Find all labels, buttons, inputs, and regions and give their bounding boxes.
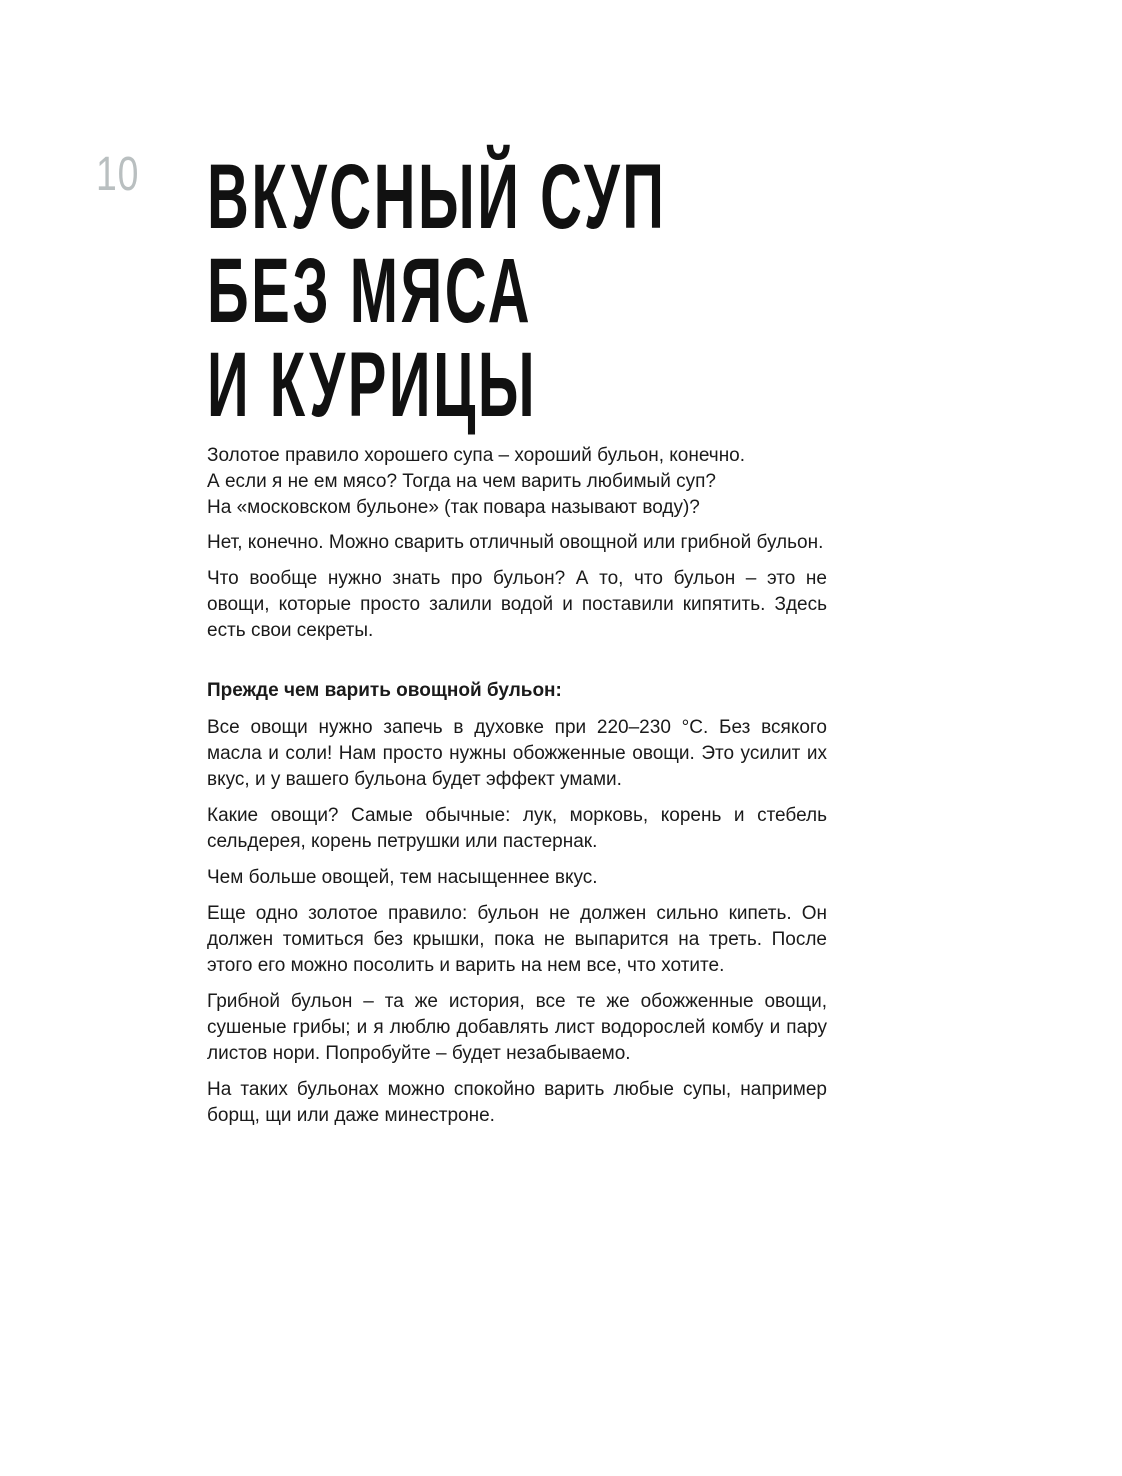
- paragraph: Нет, конечно. Можно сварить отличный овощной или грибной бульон.: [207, 532, 824, 553]
- paragraph: Грибной бульон – та же история, все те же обожженные овощи, сушеные грибы; и я люблю добавлять лист водорослей комбу и пару листов нори. Попробуйте – будет незабываемо.: [207, 991, 827, 1064]
- paragraph: Что вообще нужно знать про бульон? А то, что бульон – это не овощи, которые просто залили водой и поставили кипятить. Здесь есть свои секреты.: [207, 568, 827, 641]
- page-number: 10: [96, 148, 140, 201]
- paragraph: Чем больше овощей, тем насыщеннее вкус.: [207, 867, 598, 888]
- chapter-title-line-2: БЕЗ МЯСА: [207, 240, 533, 342]
- chapter-title: [207, 146, 667, 436]
- paragraph: На таких бульонах можно спокойно варить любые супы, например борщ, щи или даже минестроне.: [207, 1079, 827, 1126]
- chapter-title-line-1: ВКУСНЫЙ СУП: [207, 146, 667, 248]
- body-text: [207, 443, 827, 1139]
- section-subheading: Прежде чем варить овощной бульон:: [207, 680, 562, 701]
- paragraph: Еще одно золотое правило: бульон не должен сильно кипеть. Он должен томиться без крышки, пока не выпарится на треть. После этого его можно посолить и варить на нем все, что хотите.: [207, 903, 827, 976]
- intro-line-3: На «московском бульоне» (так повара называют воду)?: [207, 497, 700, 518]
- intro-line-1: Золотое правило хорошего супа – хороший бульон, конечно.: [207, 445, 746, 466]
- intro-paragraph: [207, 443, 827, 521]
- chapter-title-line-3: И КУРИЦЫ: [207, 334, 538, 436]
- paragraph: Какие овощи? Самые обычные: лук, морковь, корень и стебель сельдерея, корень петрушки или пастернак.: [207, 805, 827, 852]
- intro-line-2: А если я не ем мясо? Тогда на чем варить любимый суп?: [207, 471, 716, 492]
- paragraph: Все овощи нужно запечь в духовке при 220–230 °C. Без всякого масла и соли! Нам просто нужны обожженные овощи. Это усилит их вкус, и у вашего бульона будет эффект умами.: [207, 717, 827, 790]
